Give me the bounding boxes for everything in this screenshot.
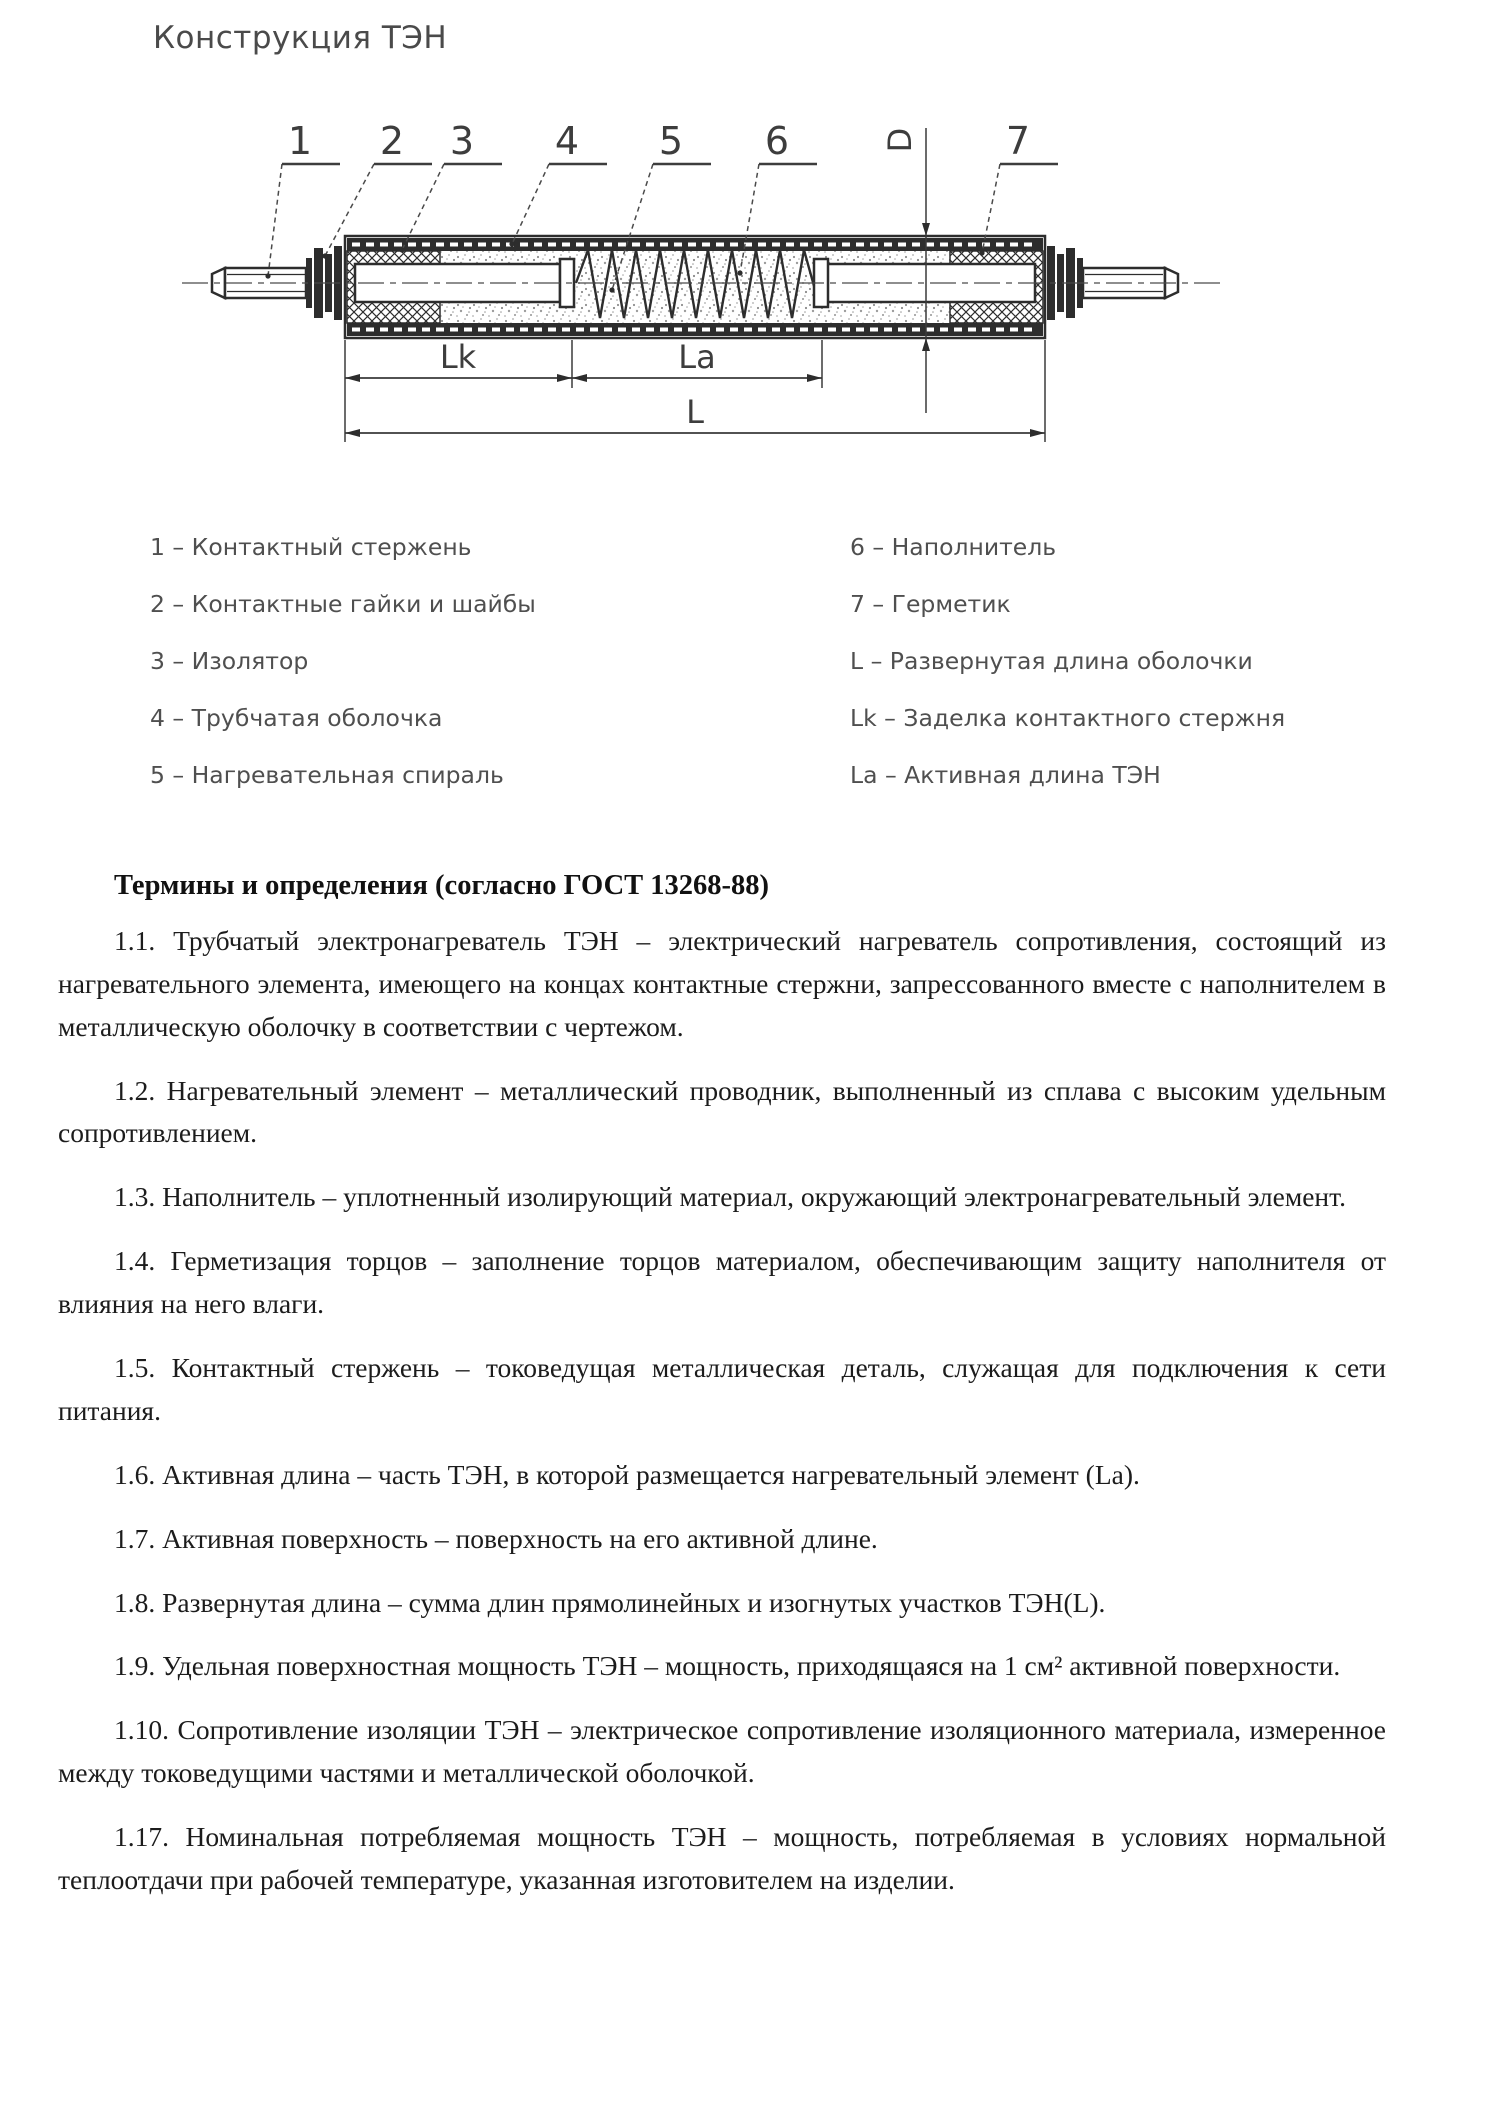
callout-3: 3 bbox=[449, 119, 475, 163]
ten-construction-diagram bbox=[120, 78, 1280, 478]
term-paragraph-1-17: 1.17. Номинальная потребляемая мощность ТЭН – мощность, потребляемая в условиях нормальной теплоотдачи при рабочей температуре, указанная изготовителем на изделии. bbox=[58, 1821, 1386, 1896]
legend-item-2: 2 – Контактные гайки и шайбы bbox=[150, 590, 536, 618]
legend-column-right bbox=[850, 532, 1410, 790]
term-paragraph-1-6: 1.6. Активная длина – часть ТЭН, в которой размещается нагревательный элемент (La). bbox=[114, 1458, 1140, 1490]
legend-item-4: 4 – Трубчатая оболочка bbox=[150, 704, 443, 732]
legend-item-7: 7 – Герметик bbox=[850, 590, 1011, 618]
term-paragraph-1-10: 1.10. Сопротивление изоляции ТЭН – электрическое сопротивление изоляционного материала, измеренное между токоведущими частями и металлической оболочкой. bbox=[58, 1714, 1386, 1789]
term-paragraph-1-4: 1.4. Герметизация торцов – заполнение торцов материалом, обеспечивающим защиту наполнителя от влияния на него влаги. bbox=[58, 1245, 1386, 1320]
callout-2: 2 bbox=[379, 119, 405, 163]
legend-item-la: La – Активная длина ТЭН bbox=[850, 761, 1161, 789]
legend-column-left bbox=[150, 532, 850, 790]
dim-la-label: La bbox=[678, 338, 716, 376]
callout-1: 1 bbox=[287, 119, 313, 163]
page-title: Конструкция ТЭН bbox=[153, 20, 448, 56]
dim-l-label: L bbox=[686, 393, 704, 431]
term-paragraph-1-8: 1.8. Развернутая длина – сумма длин прямолинейных и изогнутых участков ТЭН(L). bbox=[114, 1586, 1106, 1618]
term-paragraph-1-1: 1.1. Трубчатый электронагреватель ТЭН – электрический нагреватель сопротивления, состоящий из нагревательного элемента, имеющего на концах контактные стержни, запрессованного вместе с наполнителем в металлическую оболочку в соответствии с чертежом. bbox=[58, 924, 1386, 1042]
legend-item-l: L – Развернутая длина оболочки bbox=[850, 647, 1253, 675]
callout-4: 4 bbox=[554, 119, 580, 163]
term-paragraph-1-2: 1.2. Нагревательный элемент – металлический проводник, выполненный из сплава с высоким удельным сопротивлением. bbox=[58, 1074, 1386, 1149]
terms-section bbox=[58, 866, 1386, 1923]
term-paragraph-1-3: 1.3. Наполнитель – уплотненный изолирующий материал, окружающий электронагревательный элемент. bbox=[114, 1181, 1346, 1213]
term-paragraph-1-5: 1.5. Контактный стержень – токоведущая металлическая деталь, служащая для подключения к сети питания. bbox=[58, 1352, 1386, 1426]
callout-5: 5 bbox=[658, 119, 684, 163]
diagram-legend bbox=[150, 532, 1410, 790]
legend-item-1: 1 – Контактный стержень bbox=[150, 533, 472, 561]
legend-item-5: 5 – Нагревательная спираль bbox=[150, 761, 504, 789]
term-paragraph-1-9: 1.9. Удельная поверхностная мощность ТЭН – мощность, приходящаяся на 1 см² активной поверхности. bbox=[114, 1650, 1341, 1682]
legend-item-lk: Lk – Заделка контактного стержня bbox=[850, 704, 1286, 732]
terms-heading: Термины и определения (согласно ГОСТ 13268-88) bbox=[114, 870, 770, 901]
dim-lk-label: Lk bbox=[439, 338, 477, 376]
dim-d-label: D bbox=[881, 127, 919, 153]
dim-l bbox=[345, 393, 1045, 437]
dim-lk bbox=[345, 338, 572, 382]
callout-7: 7 bbox=[1005, 119, 1031, 163]
dim-la bbox=[572, 338, 822, 382]
legend-item-3: 3 – Изолятор bbox=[150, 647, 309, 675]
callout-6: 6 bbox=[764, 119, 790, 163]
term-paragraph-1-7: 1.7. Активная поверхность – поверхность на его активной длине. bbox=[114, 1522, 878, 1554]
legend-item-6: 6 – Наполнитель bbox=[850, 533, 1057, 561]
